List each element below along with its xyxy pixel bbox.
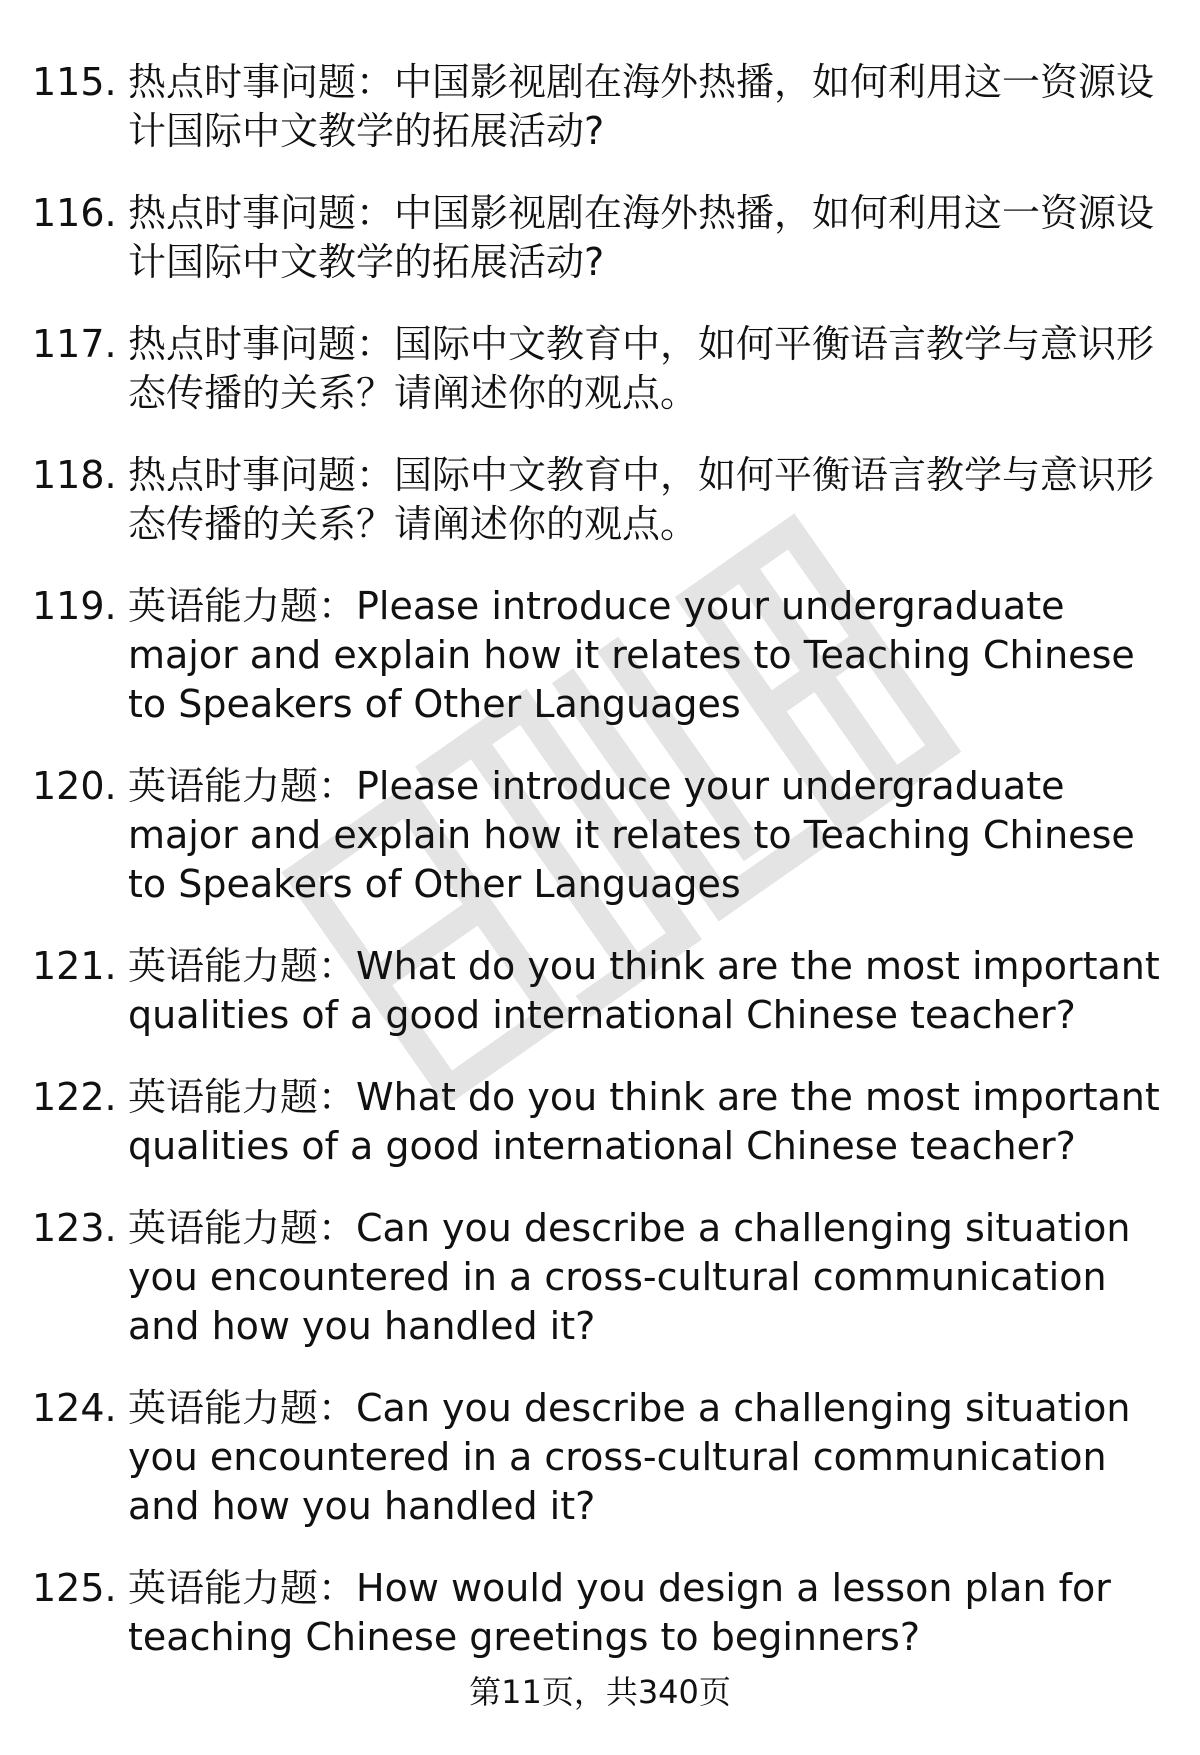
question-number: 119. bbox=[32, 584, 117, 628]
question-item-123 bbox=[32, 1204, 1172, 1351]
question-number: 123. bbox=[32, 1206, 117, 1250]
question-number: 117. bbox=[32, 322, 117, 366]
question-item-119 bbox=[32, 582, 1172, 729]
question-text: 热点时事问题：国际中文教育中，如何平衡语言教学与意识形态传播的关系？请阐述你的观点。 bbox=[128, 322, 1155, 415]
question-number: 116. bbox=[32, 191, 117, 235]
question-text: 英语能力题：What do you think are the most important qualities of a good international Chinese teacher? bbox=[128, 1075, 1160, 1168]
question-number: 121. bbox=[32, 944, 117, 988]
question-item-120 bbox=[32, 762, 1172, 909]
question-number: 125. bbox=[32, 1566, 117, 1610]
question-text: 英语能力题：Can you describe a challenging situation you encountered in a cross-cultural communication and how you handled it? bbox=[128, 1206, 1131, 1348]
question-text: 英语能力题：Please introduce your undergraduate major and explain how it relates to Teaching Chinese to Speakers of Other Languages bbox=[128, 584, 1135, 726]
question-item-122 bbox=[32, 1073, 1172, 1171]
question-text: 英语能力题：Can you describe a challenging situation you encountered in a cross-cultural communication and how you handled it? bbox=[128, 1386, 1131, 1528]
question-item-116 bbox=[32, 189, 1172, 287]
question-number: 124. bbox=[32, 1386, 117, 1430]
question-item-121 bbox=[32, 942, 1172, 1040]
question-item-125 bbox=[32, 1564, 1172, 1662]
question-item-115 bbox=[32, 58, 1172, 156]
question-text: 热点时事问题：国际中文教育中，如何平衡语言教学与意识形态传播的关系？请阐述你的观点。 bbox=[128, 453, 1155, 546]
question-item-118 bbox=[32, 451, 1172, 549]
question-number: 122. bbox=[32, 1075, 117, 1119]
question-item-117 bbox=[32, 320, 1172, 418]
question-item-124 bbox=[32, 1384, 1172, 1531]
question-list bbox=[32, 58, 1172, 1695]
question-text: 英语能力题：Please introduce your undergraduate major and explain how it relates to Teaching Chinese to Speakers of Other Languages bbox=[128, 764, 1135, 906]
question-text: 英语能力题：What do you think are the most important qualities of a good international Chinese teacher? bbox=[128, 944, 1160, 1037]
question-text: 英语能力题：How would you design a lesson plan for teaching Chinese greetings to beginners? bbox=[128, 1566, 1111, 1659]
question-number: 118. bbox=[32, 453, 117, 497]
page-footer: 第11页，共340页 bbox=[469, 1673, 731, 1711]
question-number: 120. bbox=[32, 764, 117, 808]
question-number: 115. bbox=[32, 60, 117, 104]
question-text: 热点时事问题：中国影视剧在海外热播，如何利用这一资源设计国际中文教学的拓展活动? bbox=[128, 60, 1155, 153]
question-text: 热点时事问题：中国影视剧在海外热播，如何利用这一资源设计国际中文教学的拓展活动? bbox=[128, 191, 1155, 284]
